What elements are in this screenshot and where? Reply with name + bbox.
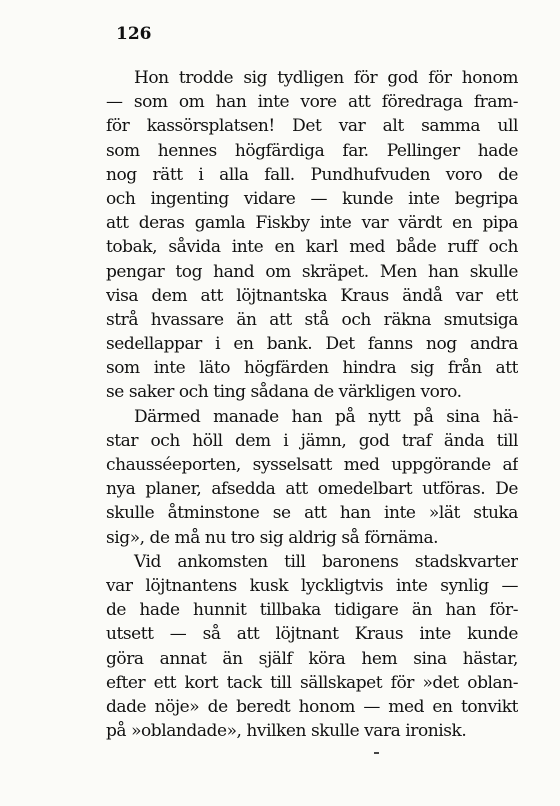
body-text <box>106 66 518 743</box>
text-line: strå hvassare än att stå och räkna smutsiga <box>106 309 518 330</box>
text-line: Hon trodde sig tydligen för god för honom <box>134 68 518 88</box>
text-line: Vid ankomsten till baronens stadskvarter <box>134 551 518 572</box>
text-line: efter ett kort tack till sällskapet för »det oblan- <box>106 672 518 693</box>
text-line: skulle åtminstone se att han inte »lät stuka <box>106 503 518 524</box>
text-line: chausséeporten, sysselsatt med uppgörande af <box>106 455 518 475</box>
text-line: visa dem att löjtnantska Kraus ändå var ett <box>106 285 518 306</box>
text-line: nya planer, afsedda att omedelbart utföras. De <box>106 479 518 500</box>
text-line: utsett — så att löjtnant Kraus inte kunde <box>106 624 518 645</box>
text-line: de hade hunnit tillbaka tidigare än han för- <box>106 600 518 621</box>
text-line: som inte läto högfärden hindra sig från att <box>106 358 518 379</box>
text-line: för kassörsplatsen! Det var alt samma ull <box>106 116 518 137</box>
text-line: — som om han inte vore att föredraga fram- <box>106 92 518 113</box>
text-line: att deras gamla Fiskby inte var värdt en pipa <box>106 213 518 234</box>
print-speck <box>374 752 379 754</box>
text-line: var löjtnantens kusk lyckligtvis inte synlig — <box>106 575 518 596</box>
text-line: sedellappar i en bank. Det fanns nog andra <box>106 334 518 355</box>
text-line: och ingenting vidare — kunde inte begripa <box>106 188 518 209</box>
text-line: star och höll dem i jämn, god traf ända till <box>106 430 518 451</box>
text-line: nog rätt i alla fall. Pundhufvuden voro de <box>106 164 518 185</box>
text-line: sig», de må nu tro sig aldrig så förnäma. <box>106 527 439 548</box>
text-line: se saker och ting sådana de värkligen voro. <box>106 382 462 403</box>
text-line: göra annat än själf köra hem sina hästar, <box>106 648 518 669</box>
text-line: dade nöje» de beredt honom — med en tonvikt <box>106 696 518 717</box>
text-line: tobak, såvida inte en karl med både ruff och <box>106 237 518 258</box>
text-line: Därmed manade han på nytt på sina hä- <box>134 406 518 427</box>
text-line: på »oblandade», hvilken skulle vara ironisk. <box>106 721 467 742</box>
text-line: pengar tog hand om skräpet. Men han skulle <box>106 261 518 282</box>
page-number: 126 <box>116 24 152 44</box>
text-line: som hennes högfärdiga far. Pellinger hade <box>106 140 518 161</box>
